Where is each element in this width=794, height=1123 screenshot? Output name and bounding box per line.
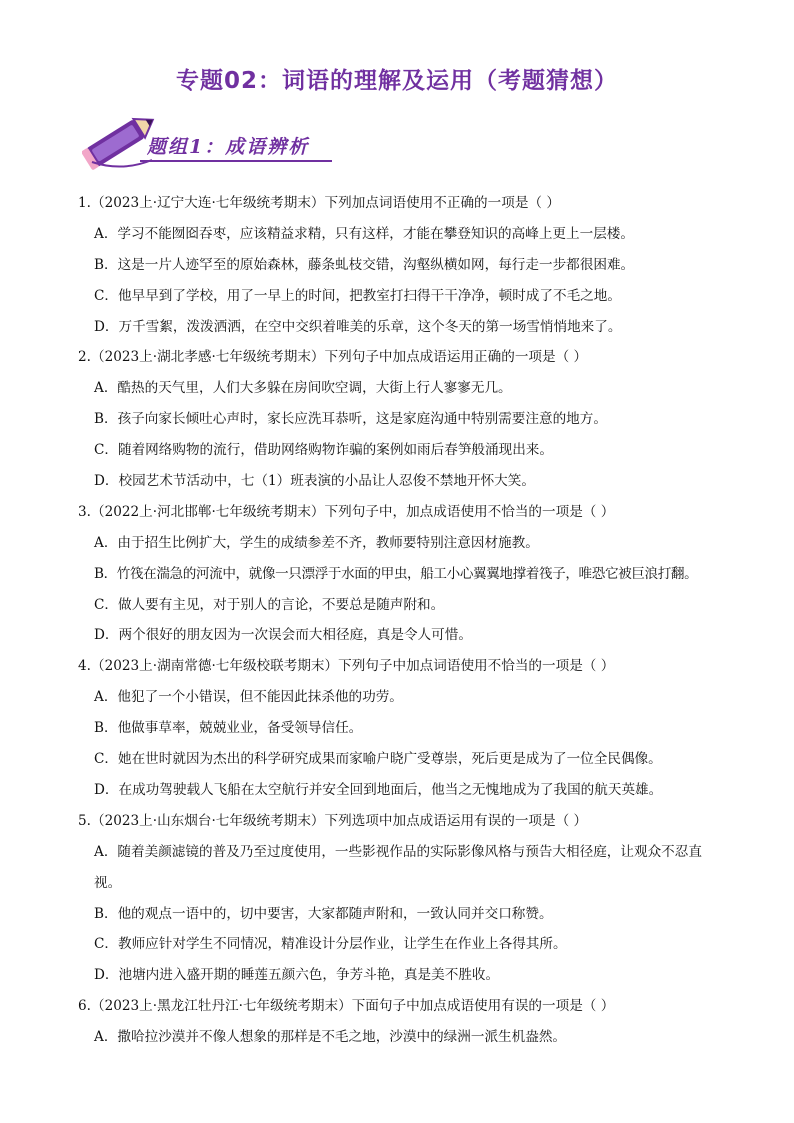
question-list: [78, 188, 728, 1053]
option-d: D．池塘内进入盛开期的睡莲五颜六色，争芳斗艳，真是美不胜收。: [94, 967, 500, 984]
question-stem: 6.（2023上·黑龙江牡丹江·七年级统考期末）下面句子中加点成语使用有误的一项是（ ）: [78, 998, 615, 1015]
option-a: A．撒哈拉沙漠并不像人想象的那样是不毛之地，沙漠中的绿洲一派生机盎然。: [94, 1029, 567, 1046]
option-c: C．她在世时就因为杰出的科学研究成果而家喻户晓广受尊崇，死后更是成为了一位全民偶像。: [94, 751, 662, 768]
option-a: A．他犯了一个小错误，但不能因此抹杀他的功劳。: [94, 689, 403, 706]
page-title: 专题02：词语的理解及运用（考题猜想）: [175, 68, 618, 94]
option-b: B．竹筏在湍急的河流中，就像一只漂浮于水面的甲虫，船工小心翼翼地撑着筏子，唯恐它被巨浪打翻。: [94, 565, 698, 582]
option-d: D．在成功驾驶载人飞船在太空航行并安全回到地面后，他当之无愧地成为了我国的航天英雄。: [94, 781, 663, 798]
question-stem: 5.（2023上·山东烟台·七年级统考期末）下列选项中加点成语运用有误的一项是（ ）: [78, 812, 588, 829]
question-stem: 4.（2023上·湖南常德·七年级校联考期末）下列句子中加点词语使用不恰当的一项是（ ）: [78, 658, 615, 675]
option-d: D．万千雪絮，泼泼洒洒，在空中交织着唯美的乐章，这个冬天的第一场雪悄悄地来了。: [94, 318, 622, 335]
option-b: B．他做事草率，兢兢业业，备受领导信任。: [94, 720, 363, 737]
option-c: C．随着网络购物的流行，借助网络购物诈骗的案例如雨后春笋般涌现出来。: [94, 442, 553, 459]
option-c: C．他早早到了学校，用了一早上的时间，把教室打扫得干干净净，顿时成了不毛之地。: [94, 287, 621, 304]
option-a: A．学习不能囫囵吞枣，应该精益求精，只有这样，才能在攀登知识的高峰上更上一层楼。: [94, 225, 634, 242]
option-b: B．孩子向家长倾吐心声时，家长应洗耳恭听，这是家庭沟通中特别需要注意的地方。: [94, 411, 607, 428]
question-stem: 1.（2023上·辽宁大连·七年级统考期末）下列加点词语使用不正确的一项是（ ）: [78, 195, 560, 211]
option-a: A．酷热的天气里，人们大多躲在房间吹空调，大街上行人寥寥无几。: [94, 380, 512, 397]
question-stem: 2.（2023上·湖北孝感·七年级统考期末）下列句子中加点成语运用正确的一项是（ ）: [78, 349, 588, 366]
option-b: B．这是一片人迹罕至的原始森林，藤条虬枝交错，沟壑纵横如网，每行走一步都很困难。: [94, 256, 635, 273]
option-d: D．校园艺术节活动中，七（1）班表演的小品让人忍俊不禁地开怀大笑。: [94, 473, 535, 490]
option-c: C．做人要有主见，对于别人的言论，不要总是随声附和。: [94, 596, 445, 613]
heading-underline: [140, 160, 332, 162]
option-d: D．两个很好的朋友因为一次误会而大相径庭，真是令人可惜。: [94, 627, 472, 644]
question-stem: 3.（2022上·河北邯郸·七年级统考期末）下列句子中，加点成语使用不恰当的一项是（ ）: [78, 503, 615, 520]
option-a: A．随着美颜滤镜的普及乃至过度使用，一些影视作品的实际影像风格与预告大相径庭，让观众不忍直视。: [94, 843, 702, 891]
section-heading: 题组1：成语辨析: [147, 136, 310, 158]
option-c: C．教师应针对学生不同情况，精准设计分层作业，让学生在作业上各得其所。: [94, 936, 567, 953]
option-b: B．他的观点一语中的，切中要害，大家都随声附和，一致认同并交口称赞。: [94, 905, 553, 922]
option-a: A．由于招生比例扩大，学生的成绩参差不齐，教师要特别注意因材施教。: [94, 534, 539, 551]
